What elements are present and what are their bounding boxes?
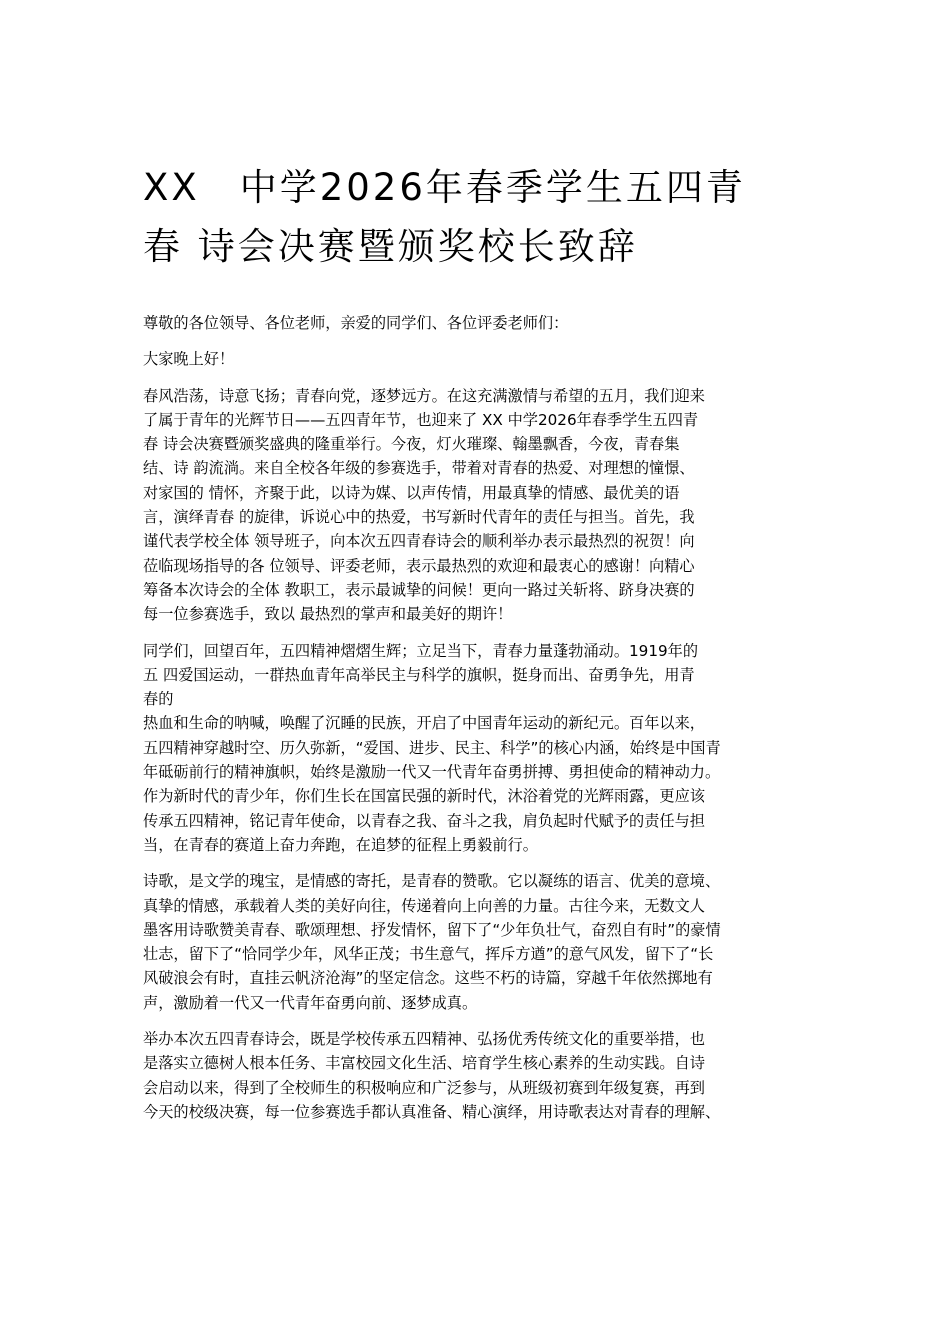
paragraph-line: 壮志，留下了“恰同学少年，风华正茂；书生意气，挥斥方遒”的意气风发，留下了“长 xyxy=(143,945,714,964)
paragraph xyxy=(143,311,828,335)
document-body xyxy=(143,311,828,1136)
title-line-1: XX 中学2026年春季学生五四青 xyxy=(143,166,746,209)
paragraph-line: 莅临现场指导的各 位领导、评委老师，表示最热烈的欢迎和最衷心的感谢！向精心 xyxy=(143,556,695,575)
paragraph-line: 墨客用诗歌赞美青春、歌颂理想、抒发情怀，留下了“少年负壮气，奋烈自有时”的豪情 xyxy=(143,920,721,939)
paragraph-line: 风破浪会有时，直挂云帆济沧海”的坚定信念。这些不朽的诗篇，穿越千年依然掷地有 xyxy=(143,969,713,988)
paragraph xyxy=(143,639,828,858)
paragraph-line: 传承五四精神，铭记青年使命，以青春之我、奋斗之我，肩负起时代赋予的责任与担 xyxy=(143,811,705,830)
paragraph-line: 结、诗 韵流淌。来自全校各年级的参赛选手，带着对青春的热爱、对理想的憧憬、 xyxy=(143,459,695,478)
paragraph-line: 言，演绎青春 的旋律，诉说心中的热爱，书写新时代青年的责任与担当。首先，我 xyxy=(143,508,695,527)
paragraph-line: 对家国的 情怀，齐聚于此，以诗为媒、以声传情，用最真挚的情感、最优美的语 xyxy=(143,483,680,502)
paragraph xyxy=(143,869,828,1015)
paragraph-line: 当，在青春的赛道上奋力奔跑，在追梦的征程上勇毅前行。 xyxy=(143,835,538,854)
paragraph-line: 是落实立德树人根本任务、丰富校园文化生活、培育学生核心素养的生动实践。自诗 xyxy=(143,1054,705,1073)
paragraph-line: 真挚的情感，承载着人类的美好向往，传递着向上向善的力量。古往今来，无数文人 xyxy=(143,896,705,915)
paragraph-line: 筹备本次诗会的全体 教职工，表示最诚挚的问候！更向一路过关斩将、跻身决赛的 xyxy=(143,580,695,599)
paragraph-line: 春的 xyxy=(143,690,174,709)
paragraph-line: 同学们，回望百年，五四精神熠熠生辉；立足当下，青春力量蓬勃涌动。1919年的 xyxy=(143,641,699,660)
document-title xyxy=(143,158,823,276)
paragraph-line: 声，激励着一代又一代青年奋勇向前、逐梦成真。 xyxy=(143,993,478,1012)
paragraph xyxy=(143,384,828,627)
paragraph-line: 年砥砺前行的精神旗帜，始终是激励一代又一代青年奋勇拼搏、勇担使命的精神动力。 xyxy=(143,763,721,782)
paragraph-line: 了属于青年的光辉节日——五四青年节，也迎来了 XX 中学2026年春季学生五四青 xyxy=(143,410,699,429)
paragraph-line: 五四精神穿越时空、历久弥新，“爱国、进步、民主、科学”的核心内涵，始终是中国青 xyxy=(143,738,721,757)
paragraph xyxy=(143,1027,828,1124)
paragraph-line: 大家晚上好！ xyxy=(143,350,235,369)
paragraph-line: 举办本次五四青春诗会，既是学校传承五四精神、弘扬优秀传统文化的重要举措，也 xyxy=(143,1030,705,1049)
paragraph xyxy=(143,347,828,371)
title-line-2: 春 诗会决赛暨颁奖校长致辞 xyxy=(143,225,638,268)
paragraph-line: 会启动以来，得到了全校师生的积极响应和广泛参与，从班级初赛到年级复赛，再到 xyxy=(143,1078,705,1097)
paragraph-line: 作为新时代的青少年，你们生长在国富民强的新时代，沐浴着党的光辉雨露，更应该 xyxy=(143,787,705,806)
paragraph-line: 春风浩荡，诗意飞扬；青春向党，逐梦远方。在这充满激情与希望的五月，我们迎来 xyxy=(143,386,705,405)
paragraph-line: 今天的校级决赛，每一位参赛选手都认真准备、精心演绎，用诗歌表达对青春的理解、 xyxy=(143,1102,721,1121)
paragraph-line: 尊敬的各位领导、各位老师，亲爱的同学们、各位评委老师们： xyxy=(143,314,569,332)
paragraph-line: 热血和生命的呐喊，唤醒了沉睡的民族，开启了中国青年运动的新纪元。百年以来， xyxy=(143,714,705,733)
paragraph-line: 谨代表学校全体 领导班子，向本次五四青春诗会的顺利举办表示最热烈的祝贺！向 xyxy=(143,532,695,551)
paragraph-line: 诗歌，是文学的瑰宝，是情感的寄托，是青春的赞歌。它以凝练的语言、优美的意境、 xyxy=(143,872,721,891)
paragraph-line: 春 诗会决赛暨颁奖盛典的隆重举行。今夜，灯火璀璨、翰墨飘香，今夜，青春集 xyxy=(143,435,680,454)
paragraph-line: 每一位参赛选手，致以 最热烈的掌声和最美好的期许！ xyxy=(143,605,513,624)
paragraph-line: 五 四爱国运动，一群热血青年高举民主与科学的旗帜，挺身而出、奋勇争先，用青 xyxy=(143,665,695,684)
